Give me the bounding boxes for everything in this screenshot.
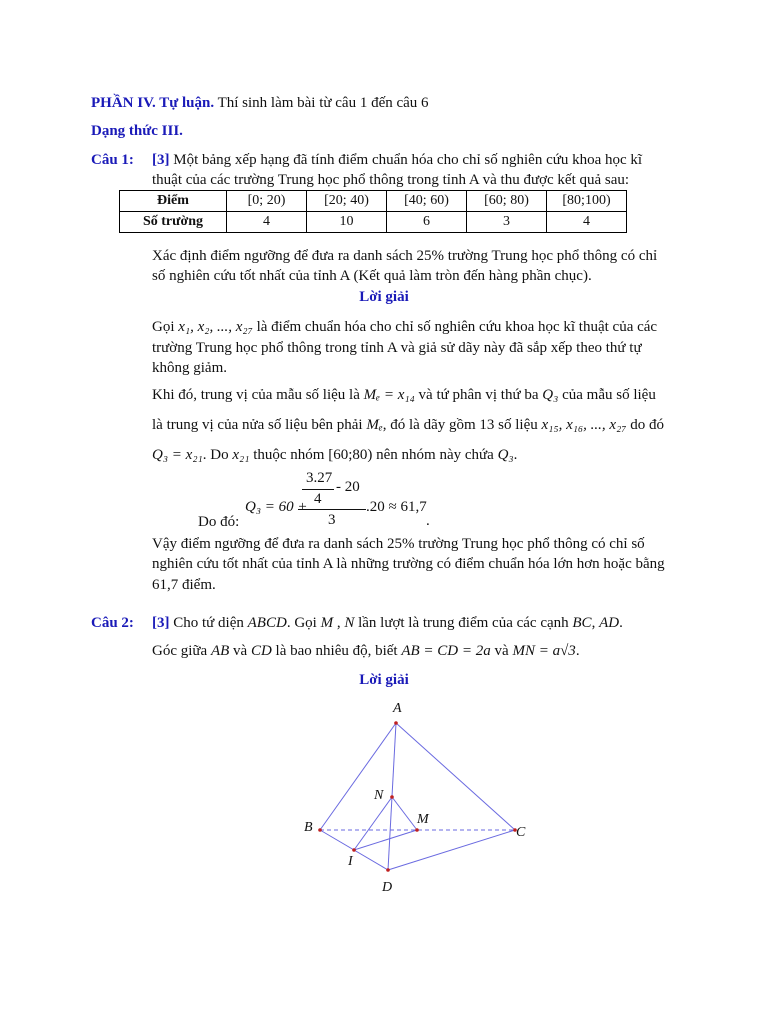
point-i [352, 848, 356, 852]
sol-text: điểm. [182, 577, 216, 593]
edge-cd [388, 830, 515, 870]
q2-line-1 [152, 614, 623, 633]
point-n [390, 795, 394, 799]
form-heading: Dạng thức III. [91, 123, 183, 139]
formula-end: . [426, 513, 430, 529]
conclusion-1: Vậy điểm ngưỡng để đưa ra danh sách 25% trường Trung học phổ thông có chỉ số [152, 536, 645, 552]
sol-line-3: không giảm. [152, 360, 227, 376]
sol-text: . [513, 447, 518, 463]
math-expr: x₂₁ [232, 447, 250, 463]
q2-text: . [619, 615, 623, 631]
q2-text: . Gọi [286, 615, 317, 631]
sol-text: là điểm chuẩn hóa cho chỉ số nghiên cứu khoa học kĩ thuật của các [256, 319, 658, 335]
math-expr: Q₃ = x₂₁ [152, 447, 203, 463]
edge-ab [320, 723, 396, 830]
sol-text: do đó [630, 417, 665, 433]
sol-text: thuộc nhóm [253, 447, 325, 463]
math-expr: AB = CD = 2a [401, 643, 491, 659]
tetrahedron-figure [290, 690, 540, 905]
math-expr: AB [210, 643, 230, 659]
sol-text: của mẫu số liệu [562, 387, 656, 403]
q2-text: . [575, 643, 580, 659]
math-expr: Mₑ = x₁₄ [363, 387, 415, 403]
label-c: C [516, 825, 526, 840]
math-expr: Q₃ [497, 447, 514, 463]
formula-den: 3 [328, 512, 336, 528]
math-expr: x₁₅, x₁₆, ..., x₂₇ [541, 417, 627, 433]
q1-ask-2: số nghiên cứu tốt nhất của tỉnh A (Kết quả làm tròn đến hàng phần chục). [152, 268, 592, 284]
table-row [120, 212, 627, 233]
label-b: B [304, 820, 313, 835]
table-cell: [40; 60) [387, 191, 467, 212]
part-title: PHẦN IV. Tự luận. [91, 95, 215, 111]
table-cell: [0; 20) [227, 191, 307, 212]
table-cell: 10 [307, 212, 387, 233]
label-d: D [382, 880, 393, 895]
point-d [386, 868, 390, 872]
sol-line-1 [152, 318, 657, 337]
q2-text: lần lượt là trung điểm của các cạnh [358, 615, 569, 631]
q2-solution-title: Lời giải [359, 672, 409, 688]
table-cell: [60; 80) [467, 191, 547, 212]
label-i: I [348, 854, 353, 869]
point-m [415, 828, 419, 832]
math-expr: 61,7 [152, 577, 179, 593]
formula-inner-bar [302, 489, 334, 490]
sol-text: , đó là dãy gồm 13 số liệu [382, 417, 538, 433]
math-expr: M [320, 615, 334, 631]
math-expr: N [344, 615, 355, 631]
q1-text-line-1 [152, 151, 642, 170]
q2-text: , [336, 615, 341, 631]
formula-inner-num: 3.27 [306, 470, 333, 486]
sol-line-4 [152, 386, 656, 405]
q2-text: và [233, 643, 248, 659]
score-table [119, 190, 627, 233]
part-heading [91, 94, 429, 113]
table-header-score: Điểm [120, 191, 227, 212]
table-row [120, 191, 627, 212]
q2-label: Câu 2: [91, 615, 134, 631]
sol-line-6 [152, 446, 517, 465]
formula-main-bar [298, 509, 366, 510]
sol-text: Gọi [152, 319, 175, 335]
label-m: M [417, 812, 429, 827]
table-header-schools: Số trường [120, 212, 227, 233]
math-expr: ABCD [247, 615, 287, 631]
q1-text-line-2: thuật của các trường Trung học phổ thông trong tỉnh A và thu được kết quả sau: [152, 172, 630, 188]
conclusion-3 [152, 576, 216, 595]
q2-text: Góc giữa [152, 643, 208, 659]
formula-minus: - 20 [336, 479, 360, 495]
formula-q3: Q₃ = 60 + [245, 499, 308, 515]
math-expr: AD [599, 615, 620, 631]
table-cell: 3 [467, 212, 547, 233]
q2-level: [3] [152, 615, 170, 631]
table-cell: [80;100) [547, 191, 627, 212]
label-n: N [374, 788, 384, 803]
sol-text: nên nhóm này chứa [376, 447, 494, 463]
table-cell: [20; 40) [307, 191, 387, 212]
q2-text: và [494, 643, 509, 659]
q2-line-2 [152, 642, 580, 661]
sol-line-2: trường Trung học phổ thông trong tỉnh A và giả sử dãy này đã sắp xếp theo thứ tự [152, 340, 642, 356]
q2-text: , [591, 615, 596, 631]
math-expr: Q₃ [542, 387, 559, 403]
table-cell: 6 [387, 212, 467, 233]
conclusion-2: nghiên cứu tốt nhất của tỉnh A là những trường có điểm chuẩn hóa lớn hơn hoặc bằng [152, 556, 665, 572]
segment-nm [392, 797, 417, 830]
math-expr: [60;80) [328, 447, 373, 463]
math-expr: Mₑ [366, 417, 383, 433]
formula-prefix: Do đó: [198, 514, 240, 530]
q2-text: Cho tứ diện [173, 615, 244, 631]
edge-ac [396, 723, 515, 830]
formula-tail: .20 ≈ 61,7 [366, 499, 427, 515]
formula-inner-den: 4 [314, 491, 322, 507]
point-a [394, 721, 398, 725]
q1-label: Câu 1: [91, 152, 134, 168]
sol-text: . Do [202, 447, 229, 463]
sol-text: là trung vị của nửa số liệu bên phải [152, 417, 363, 433]
point-b [318, 828, 322, 832]
sol-text: Khi đó, trung vị của mẫu số liệu là [152, 387, 360, 403]
table-cell: 4 [547, 212, 627, 233]
sol-text: và tứ phân vị thứ ba [418, 387, 539, 403]
math-expr: CD [250, 643, 272, 659]
q1-solution-title: Lời giải [359, 289, 409, 305]
part-note: Thí sinh làm bài từ câu 1 đến câu 6 [217, 95, 429, 111]
q2-text: là bao nhiêu độ, biết [275, 643, 398, 659]
q1-ask-1: Xác định điểm ngưỡng để đưa ra danh sách 25% trường Trung học phổ thông có chỉ [152, 248, 658, 264]
sol-line-5 [152, 416, 664, 435]
segment-ni [354, 797, 392, 850]
q1-level: [3] [152, 152, 170, 168]
math-expr: BC [572, 615, 592, 631]
segment-im [354, 830, 417, 850]
math-expr: x₁, x₂, ..., x₂₇ [178, 319, 253, 335]
q1-text-1: Một bảng xếp hạng đã tính điểm chuẩn hóa cho chỉ số nghiên cứu khoa học kĩ [173, 152, 643, 168]
math-expr: MN = a√3 [512, 643, 576, 659]
table-cell: 4 [227, 212, 307, 233]
label-a: A [393, 701, 402, 716]
